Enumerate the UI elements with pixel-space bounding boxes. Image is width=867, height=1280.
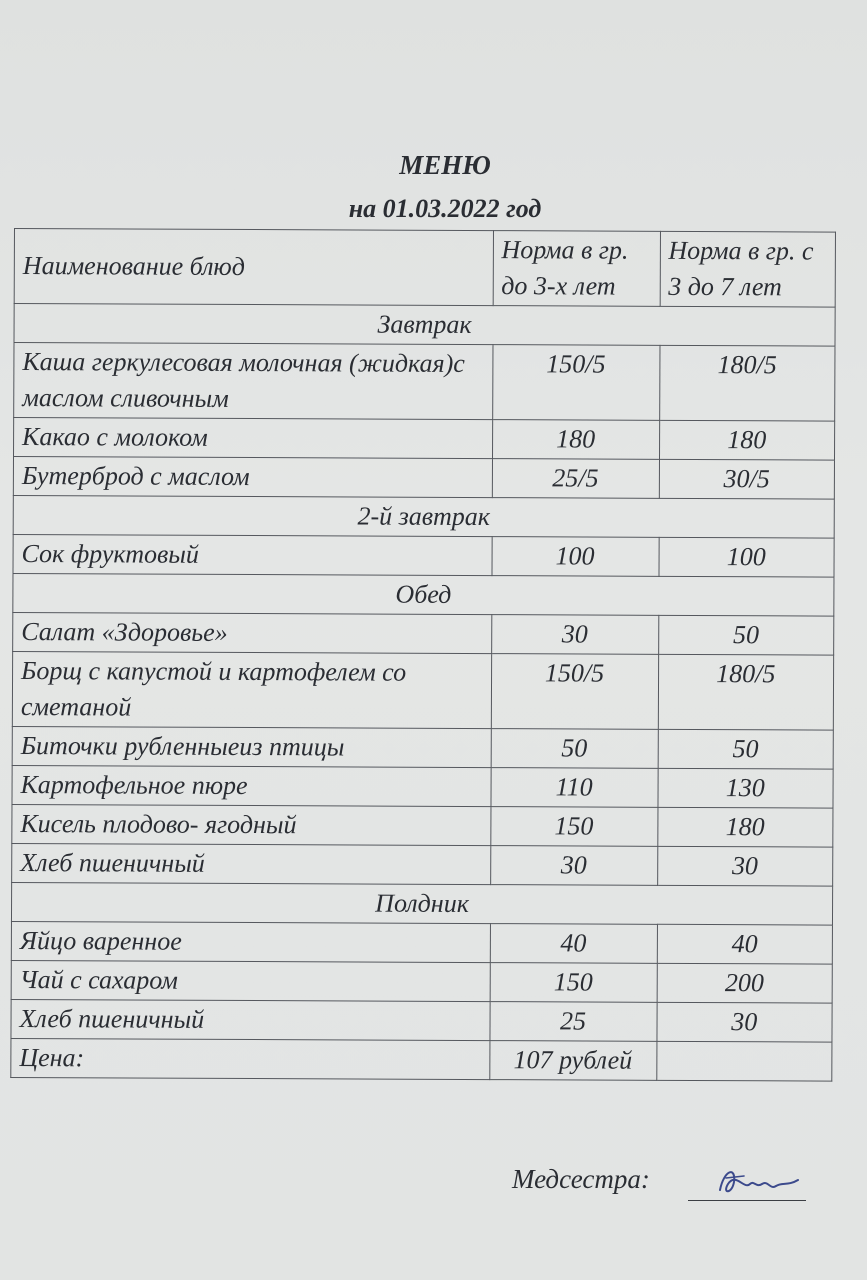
norm-3-to-7: 40 (657, 924, 833, 964)
section-title: 2-й завтрак (13, 495, 834, 538)
nurse-label: Медсестра: (512, 1164, 650, 1194)
table-row (14, 343, 835, 422)
menu-body (11, 304, 835, 1043)
section-row (13, 573, 834, 616)
norm-3-to-7: 50 (658, 729, 834, 769)
section-title: Обед (13, 573, 834, 616)
dish-name: Картофельное пюре (12, 765, 491, 806)
norm-3-to-7: 30 (657, 846, 833, 886)
norm-under-3: 50 (491, 729, 658, 769)
menu-table (10, 228, 836, 1082)
norm-under-3: 40 (490, 924, 657, 964)
header-dish-name: Наименование блюд (14, 229, 493, 306)
page-title: МЕНЮ (399, 150, 491, 180)
dish-name: Борщ с капустой и картофелем со сметаной (12, 651, 491, 728)
section-title: Завтрак (14, 304, 835, 347)
dish-name: Сок фруктовый (13, 534, 492, 575)
norm-under-3: 150/5 (492, 345, 659, 421)
section-row (11, 882, 832, 925)
dish-name: Биточки рубленныеиз птицы (12, 726, 491, 767)
price-extra (656, 1041, 832, 1081)
norm-under-3: 25/5 (492, 459, 659, 499)
norm-under-3: 180 (492, 420, 659, 460)
header-norm-3-to-7: Норма в гр. с 3 до 7 лет (660, 231, 836, 307)
norm-3-to-7: 100 (658, 537, 834, 577)
section-row (13, 495, 834, 538)
dish-name: Каша геркулесовая молочная (жидкая)с маслом сливочным (14, 343, 493, 420)
price-value: 107 рублей (489, 1041, 656, 1081)
norm-under-3: 30 (490, 846, 657, 886)
header-norm-under-3: Норма в гр. до 3-х лет (493, 231, 660, 307)
dish-name: Чай с сахаром (11, 960, 490, 1001)
dish-name: Яйцо варенное (11, 921, 490, 962)
table-row (13, 612, 834, 655)
dish-name: Бутерброд с маслом (13, 457, 492, 498)
norm-3-to-7: 200 (657, 963, 833, 1003)
dish-name: Салат «Здоровье» (13, 612, 492, 653)
norm-3-to-7: 180 (657, 807, 833, 847)
table-row (11, 999, 832, 1042)
section-row (14, 304, 835, 347)
dish-name: Хлеб пшеничный (11, 999, 490, 1040)
norm-under-3: 25 (490, 1002, 657, 1042)
price-label: Цена: (11, 1038, 490, 1079)
price-row (11, 1038, 832, 1081)
norm-under-3: 150 (490, 963, 657, 1003)
norm-under-3: 30 (491, 615, 658, 655)
section-title: Полдник (11, 882, 832, 925)
norm-3-to-7: 50 (658, 615, 834, 655)
norm-under-3: 110 (491, 768, 658, 808)
dish-name: Какао с молоком (14, 418, 493, 459)
norm-under-3: 150/5 (491, 654, 658, 730)
table-row (11, 921, 832, 964)
norm-under-3: 100 (492, 537, 659, 577)
dish-name: Хлеб пшеничный (12, 843, 491, 884)
table-row (13, 534, 834, 577)
table-row (11, 960, 832, 1003)
norm-3-to-7: 180 (659, 420, 835, 460)
menu-date: на 01.03.2022 год (348, 194, 542, 223)
table-row (12, 726, 833, 769)
table-row (12, 651, 833, 730)
norm-3-to-7: 180/5 (658, 654, 834, 730)
table-header-row (14, 229, 835, 308)
table-row (12, 843, 833, 886)
norm-3-to-7: 30 (656, 1002, 832, 1042)
table-row (12, 804, 833, 847)
dish-name: Кисель плодово- ягодный (12, 804, 491, 845)
table-row (14, 418, 835, 461)
norm-3-to-7: 130 (657, 768, 833, 808)
norm-under-3: 150 (490, 807, 657, 847)
norm-3-to-7: 180/5 (659, 345, 835, 421)
table-row (12, 765, 833, 808)
table-row (13, 457, 834, 500)
signature-mark (714, 1160, 804, 1204)
norm-3-to-7: 30/5 (659, 459, 835, 499)
